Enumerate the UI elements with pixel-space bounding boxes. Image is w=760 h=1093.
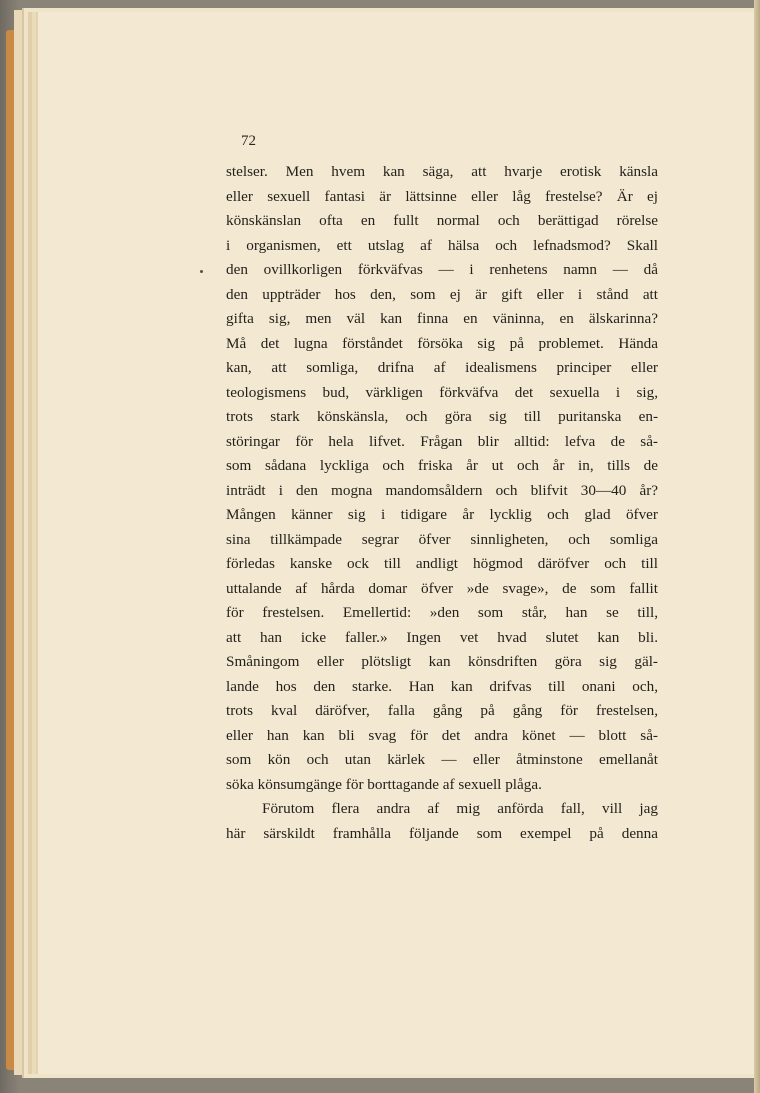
text-line: sina tillkämpade segrar öfver sinnligheten, och somliga [226,530,658,548]
text-line: Må det lugna förståndet försöka sig på problemet. Hända [226,334,658,352]
text-line: uttalande af hårda domar öfver »de svage», de som fallit [226,579,658,597]
text-line: här särskildt framhålla följande som exempel på denna [226,824,658,842]
text-line: trots stark könskänsla, och göra sig till puritanska en- [226,408,658,425]
text-line: gifta sig, men väl kan finna en väninna, en älskarinna? [226,310,658,327]
text-line: som kön och utan kärlek — eller åtminstone emellanåt [226,751,658,768]
text-line: Mången känner sig i tidigare år lycklig och glad öfver [226,506,658,523]
text-line: störingar för hela lifvet. Frågan blir alltid: lefva de så- [226,432,658,450]
page-right-edge [754,0,760,1093]
text-line: i organismen, ett utslag af hälsa och lefnadsmod? Skall [226,236,658,254]
text-line: för frestelsen. Emellertid: »den som står, han se till, [226,604,658,621]
page-text [226,160,658,846]
text-line: den uppträder hos den, som ej är gift eller i stånd att [226,285,658,303]
text-line: förledas kanske ock till andligt högmod däröfver och till [226,555,658,572]
text-line: inträdt i den mogna mandomsåldern och blifvit 30—40 år? [226,481,658,499]
text-line: Småningom eller plötsligt kan könsdriften göra sig gäl- [226,653,658,670]
text-line: eller sexuell fantasi är lättsinne eller låg frestelse? Är ej [226,187,658,205]
text-line: som sådana lyckliga och friska år ut och år in, tills de [226,457,658,474]
ink-speck [200,270,203,273]
text-line: trots kval däröfver, falla gång på gång för frestelsen, [226,702,658,719]
text-line: Förutom flera andra af mig anförda fall, vill jag [262,800,658,817]
page-number: 72 [241,133,256,149]
text-line: lande hos den starke. Han kan drifvas till onani och, [226,677,658,695]
text-line: söka könsumgänge för borttagande af sexuell plåga. [226,775,542,793]
text-line: eller han kan bli svag för det andra könet — blott så- [226,726,658,744]
text-line: kan, att somliga, drifna af idealismens principer eller [226,359,658,376]
text-line: att han icke faller.» Ingen vet hvad slutet kan bli. [226,628,658,646]
text-line: stelser. Men hvem kan säga, att hvarje erotisk känsla [226,163,658,180]
text-line: teologismens bud, värkligen förkväfva det sexuella i sig, [226,383,658,401]
text-line: könskänslan ofta en fullt normal och berättigad rörelse [226,212,658,229]
text-line: den ovillkorligen förkväfvas — i renhetens namn — då [226,261,658,278]
